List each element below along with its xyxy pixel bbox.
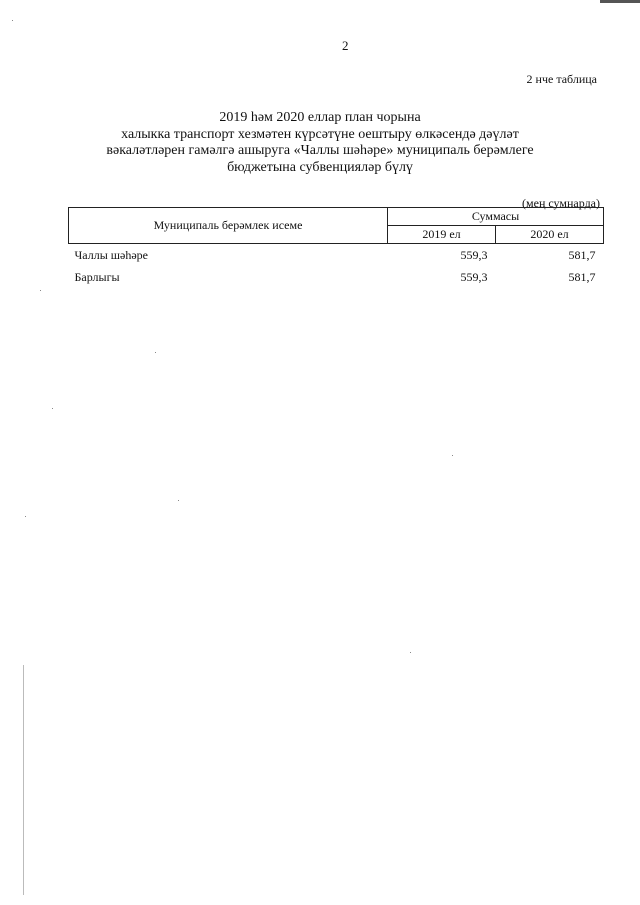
scan-speck xyxy=(40,290,41,291)
title-line: 2019 һәм 2020 еллар план чорына xyxy=(219,110,421,125)
scan-speck xyxy=(52,408,53,409)
scan-edge-line xyxy=(23,665,24,895)
subvention-table xyxy=(68,207,604,288)
scan-speck xyxy=(25,516,26,517)
title-line: халыкка транспорт хезмәтен күрсәтүне оештыру өлкәсендә дәүләт xyxy=(121,126,519,142)
title-line: вәкаләтләрен гамәлгә ашыруга «Чаллы шәһәре» муниципаль берәмлеге xyxy=(106,143,534,158)
scan-speck xyxy=(155,352,156,353)
column-header-name: Муниципаль берәмлек исеме xyxy=(69,208,388,244)
scan-speck xyxy=(410,652,411,653)
column-header-2020: 2020 ел xyxy=(496,226,604,244)
row-name: Барлыгы xyxy=(74,269,120,284)
table-header-row xyxy=(69,208,604,226)
title-line: бюджетына субвенцияләр бүлү xyxy=(227,159,413,175)
row-name: Чаллы шәһәре xyxy=(74,247,148,262)
row-value-2019: 559,3 xyxy=(460,247,488,262)
column-header-sums: Суммасы xyxy=(388,208,604,226)
units-note: (мең сумнарда) xyxy=(522,196,600,210)
column-header-2019: 2019 ел xyxy=(388,226,496,244)
row-value-2020: 581,7 xyxy=(568,269,596,284)
scan-speck xyxy=(452,455,453,456)
row-value-2020: 581,7 xyxy=(568,247,596,262)
scan-corner-mark xyxy=(600,0,640,3)
document-title xyxy=(100,110,540,176)
table-row-total xyxy=(69,266,604,288)
page-number: 2 xyxy=(342,38,349,53)
scan-speck xyxy=(178,500,179,501)
row-value-2019: 559,3 xyxy=(460,269,488,284)
scan-speck xyxy=(12,20,13,21)
table-label: 2 нче таблица xyxy=(526,72,597,86)
table-row xyxy=(69,244,604,267)
